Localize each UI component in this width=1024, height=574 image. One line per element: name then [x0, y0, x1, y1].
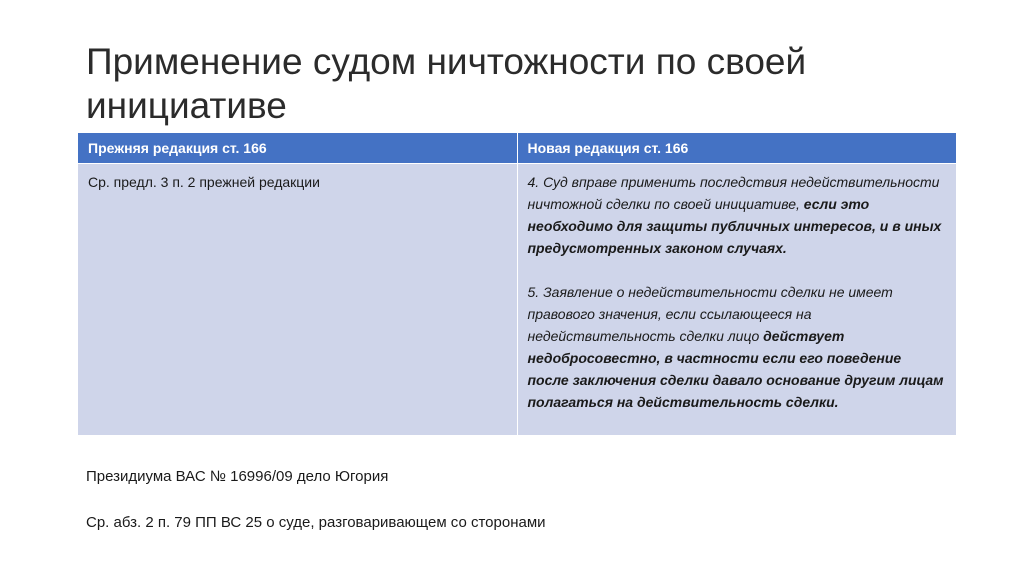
table-row: [78, 164, 956, 436]
header-old-edition: Прежняя редакция ст. 166: [78, 133, 517, 164]
paragraph-4-emphasis: если это необходимо для защиты публичных интересов, и в иных предусмотренных законом случаях.: [527, 196, 942, 256]
paragraph-5-text: 5. Заявление о недействительности сделки не имеет правового значения, если ссылающееся на недействительность сделки лицо: [527, 284, 893, 344]
paragraph-5: [528, 281, 947, 413]
note-vs-plenum: Ср. абз. 2 п. 79 ПП ВС 25 о суде, разговаривающем со сторонами: [86, 514, 546, 531]
paragraph-gap: [528, 259, 947, 281]
paragraph-4: [528, 171, 947, 259]
paragraph-4-text: 4. Суд вправе применить последствия недействительности ничтожной сделки по своей инициативе,: [527, 174, 940, 212]
slide-title: Применение судом ничтожности по своей инициативе: [86, 41, 807, 126]
old-edition-cell: [78, 164, 517, 436]
table-header-row: [78, 133, 956, 164]
comparison-table: [78, 133, 956, 435]
old-edition-text: Ср. предл. 3 п. 2 прежней редакции: [88, 174, 320, 190]
header-new-edition: Новая редакция ст. 166: [517, 133, 956, 164]
new-edition-cell: [517, 164, 956, 436]
note-vas-ruling: Президиума ВАС № 16996/09 дело Югория: [86, 468, 389, 485]
paragraph-5-emphasis: действует недобросовестно, в частности если его поведение после заключения сделки давало основание другим лицам полагаться на действительность сделки.: [527, 328, 944, 410]
